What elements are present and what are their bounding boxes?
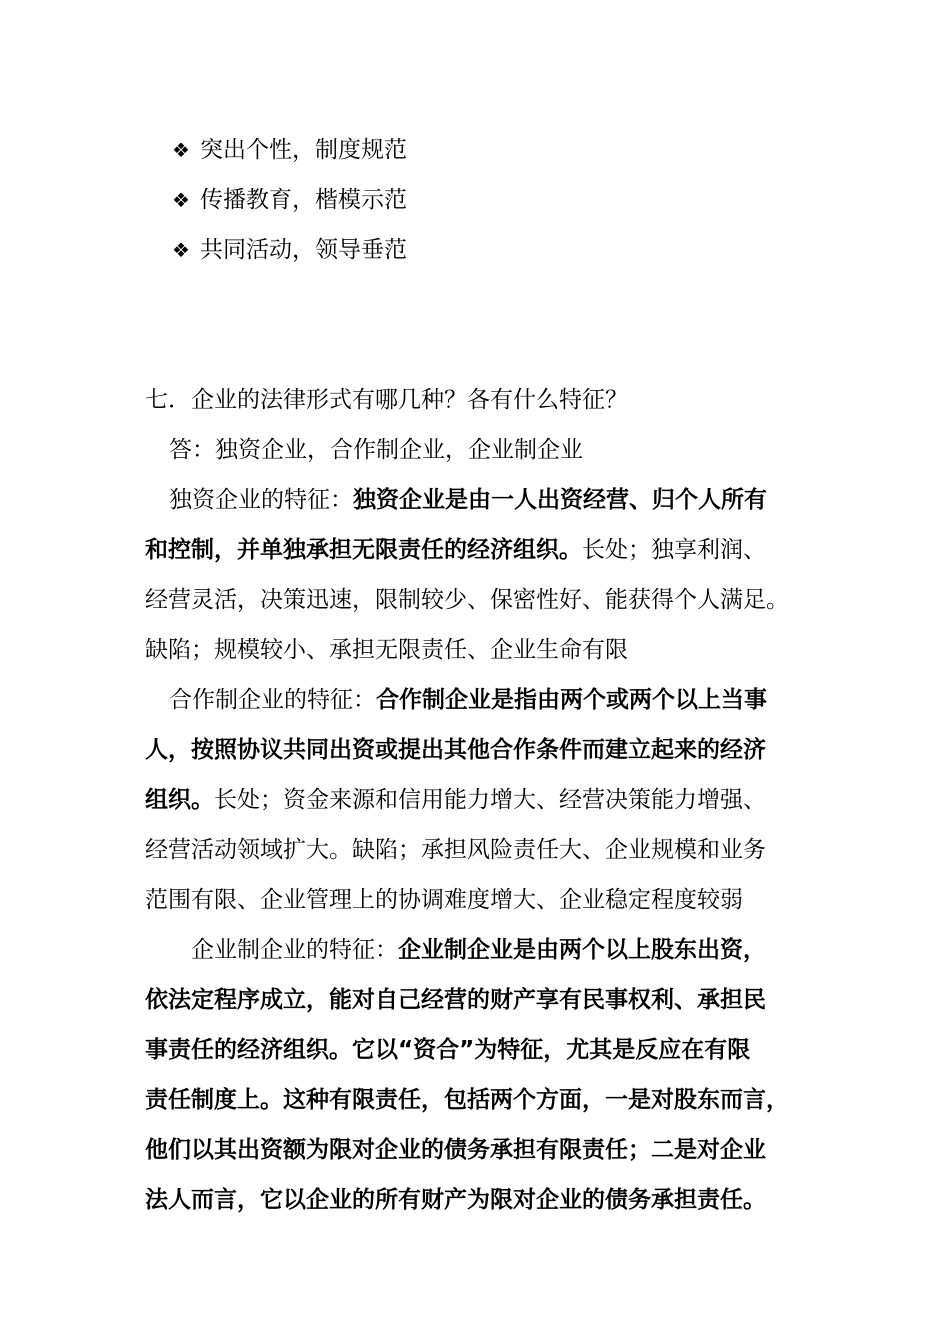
corp-label: 企业制企业的特征： (191, 937, 398, 963)
bullet-text: 突出个性，制度规范 (200, 137, 407, 163)
bullet-list (172, 130, 672, 280)
bullet-item (172, 180, 672, 230)
corp-paragraph-line: 责任制度上。这种有限责任，包括两个方面，一是对股东而言， (145, 1087, 789, 1113)
bullet-item (172, 130, 672, 180)
partner-advantages: 长处；资金来源和信用能力增大、经营决策能力增强、 (214, 787, 766, 813)
partner-paragraph-line (145, 778, 825, 828)
bullet-text: 传播教育，楷模示范 (200, 187, 407, 213)
corp-definition: 企业制企业是由两个以上股东出资， (398, 937, 766, 963)
corp-paragraph-line: 依法定程序成立，能对自己经营的财产享有民事权利、承担民 (145, 987, 766, 1013)
diamond-bullet-icon: ❖ (172, 238, 190, 262)
partner-paragraph-line: 范围有限、企业管理上的协调难度增大、企业稳定程度较弱 (145, 887, 743, 913)
sole-definition: 和控制，并单独承担无限责任的经济组织。 (145, 537, 582, 563)
answer-line: 答：独资企业，合作制企业，企业制企业 (169, 437, 583, 463)
diamond-bullet-icon: ❖ (172, 138, 190, 162)
corp-paragraph-line: 法人而言，它以企业的所有财产为限对企业的债务承担责任。 (145, 1187, 766, 1213)
partner-definition: 组织。 (145, 787, 214, 813)
question-heading: 七．企业的法律形式有哪几种？各有什么特征？ (145, 387, 628, 413)
sole-advantages: 长处；独享利润、 (582, 537, 766, 563)
sole-paragraph-line: 缺陷；规模较小、承担无限责任、企业生命有限 (145, 637, 628, 663)
diamond-bullet-icon: ❖ (172, 188, 190, 212)
sole-paragraph-line (145, 528, 825, 578)
bullet-text: 共同活动，领导垂范 (200, 237, 407, 263)
section-seven (145, 378, 825, 1228)
sole-definition: 独资企业是由一人出资经营、归个人所有 (353, 487, 767, 513)
sole-label: 独资企业的特征： (169, 487, 353, 513)
partner-paragraph-line: 人，按照协议共同出资或提出其他合作条件而建立起来的经济 (145, 737, 766, 763)
corp-paragraph-line: 他们以其出资额为限对企业的债务承担有限责任；二是对企业 (145, 1137, 766, 1163)
corp-paragraph-line: 事责任的经济组织。它以“资合”为特征，尤其是反应在有限 (145, 1037, 751, 1063)
corp-paragraph-line (145, 928, 825, 978)
sole-paragraph-line: 经营灵活，决策迅速，限制较少、保密性好、能获得个人满足。 (145, 587, 789, 613)
partner-definition: 合作制企业是指由两个或两个以上当事 (376, 687, 767, 713)
partner-paragraph-line (145, 678, 825, 728)
partner-paragraph-line: 经营活动领域扩大。缺陷；承担风险责任大、企业规模和业务 (145, 837, 766, 863)
bullet-item (172, 230, 672, 280)
partner-label: 合作制企业的特征： (169, 687, 376, 713)
sole-paragraph-line (145, 478, 825, 528)
